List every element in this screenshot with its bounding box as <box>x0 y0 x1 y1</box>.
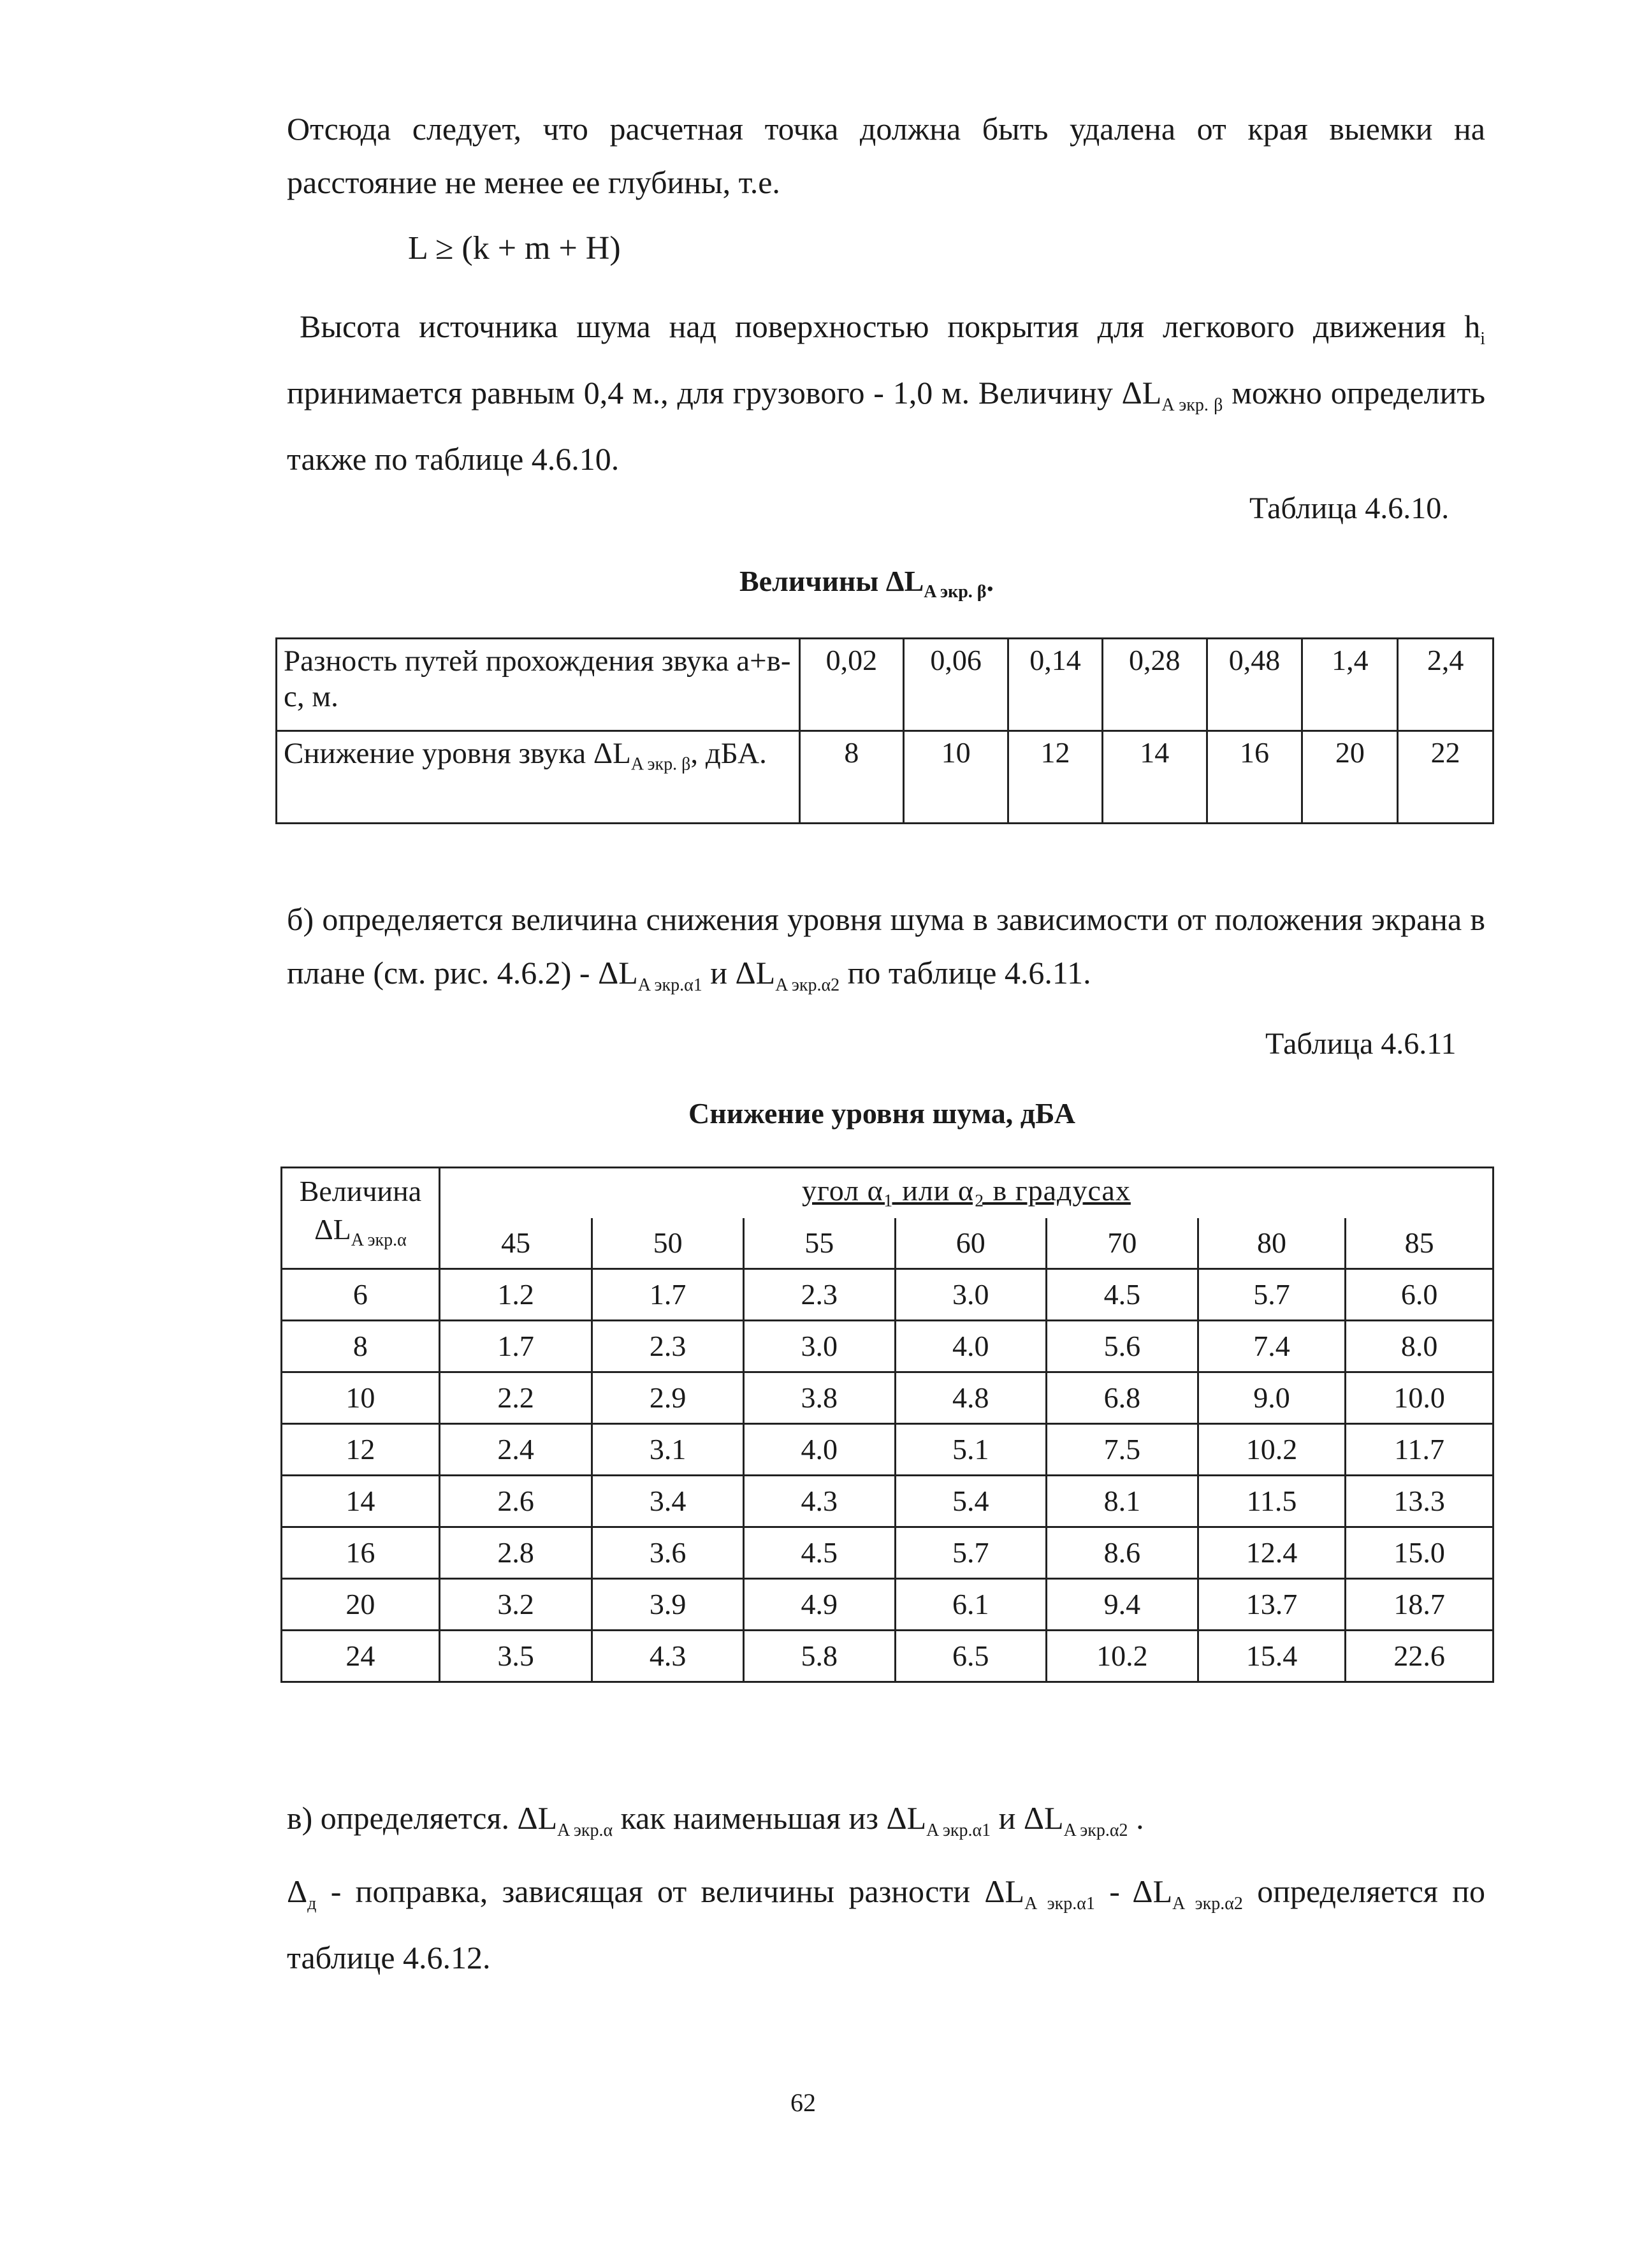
table2-cell: 4.3 <box>592 1631 744 1682</box>
table1-cell: 16 <box>1207 731 1302 824</box>
table2-cell: 1.2 <box>439 1269 592 1321</box>
table2-cell: 4.8 <box>895 1372 1047 1424</box>
table2-row-label: 8 <box>282 1321 440 1372</box>
table2-cell: 11.7 <box>1346 1424 1494 1476</box>
table1-cell: 10 <box>904 731 1008 824</box>
table1-cell: 0,06 <box>904 639 1008 731</box>
table1-cell: 0,48 <box>1207 639 1302 731</box>
table1-cell: 0,28 <box>1102 639 1207 731</box>
table2-row <box>282 1476 1494 1527</box>
table1-row1-label: Разность путей прохождения звука а+в-с, м. <box>277 639 800 731</box>
table2-cell: 3.6 <box>592 1527 744 1579</box>
table1-row-sound-reduction <box>277 731 1494 824</box>
table2-cell: 13.3 <box>1346 1476 1494 1527</box>
table2-row <box>282 1527 1494 1579</box>
para4-text-a: в) определяется. ΔL <box>287 1800 558 1836</box>
table2-cell: 15.0 <box>1346 1527 1494 1579</box>
table2-cell: 3.4 <box>592 1476 744 1527</box>
table2-corner-header <box>282 1168 440 1269</box>
table2-row <box>282 1579 1494 1631</box>
paragraph-screen-position <box>287 892 1485 1012</box>
table2-cell: 4.9 <box>743 1579 895 1631</box>
table2-row <box>282 1424 1494 1476</box>
table2-cell: 7.5 <box>1047 1424 1198 1476</box>
formula-distance: L ≥ (k + m + H) <box>408 230 621 266</box>
page-number: 62 <box>790 2088 816 2117</box>
table2-cell: 2.8 <box>439 1527 592 1579</box>
paragraph-source-height <box>287 300 1485 486</box>
table1-cell: 8 <box>799 731 904 824</box>
table2-cell: 9.0 <box>1198 1372 1346 1424</box>
table2-cell: 18.7 <box>1346 1579 1494 1631</box>
table2-row-label: 6 <box>282 1269 440 1321</box>
table2-cell: 3.8 <box>743 1372 895 1424</box>
table2-cell: 8.1 <box>1047 1476 1198 1527</box>
table2-cell: 5.4 <box>895 1476 1047 1527</box>
para5-subscript-1: A экр.α1 <box>1024 1894 1095 1914</box>
para2-subscript-a: A экр. β <box>1161 395 1223 415</box>
table2-cell: 1.7 <box>439 1321 592 1372</box>
table2-cell: 8.6 <box>1047 1527 1198 1579</box>
table2-cell: 4.3 <box>743 1476 895 1527</box>
table2-cell: 12.4 <box>1198 1527 1346 1579</box>
table-4-6-10-caption: Таблица 4.6.10. <box>1249 491 1450 525</box>
table2-cell: 10.2 <box>1198 1424 1346 1476</box>
table2-cell: 3.5 <box>439 1631 592 1682</box>
table1-row2-label <box>277 731 800 824</box>
table2-cell: 11.5 <box>1198 1476 1346 1527</box>
table2-angle-value: 55 <box>743 1218 895 1269</box>
table2-cell: 10.2 <box>1047 1631 1198 1682</box>
table1-row2-label-a: Снижение уровня звука ΔL <box>284 737 631 770</box>
table2-cell: 5.1 <box>895 1424 1047 1476</box>
table2-row <box>282 1321 1494 1372</box>
table2-cell: 5.6 <box>1047 1321 1198 1372</box>
table2-cell: 5.7 <box>895 1527 1047 1579</box>
table2-angle-header-text: угол α₁ или α₂ в градусах <box>802 1174 1131 1207</box>
table2-cell: 3.2 <box>439 1579 592 1631</box>
table1-cell: 12 <box>1008 731 1103 824</box>
table2-angle-value: 80 <box>1198 1218 1346 1269</box>
para5-text-b: - поправка, зависящая от величины разности ΔL <box>316 1873 1025 1909</box>
para5-text-d: определяется по таблице 4.6.12. <box>287 1873 1485 1975</box>
para3-text-b: и ΔL <box>702 955 776 991</box>
para3-subscript-1: A экр.α1 <box>637 975 702 995</box>
table2-cell: 6.0 <box>1346 1269 1494 1321</box>
table2-cell: 3.0 <box>895 1269 1047 1321</box>
para4-subscript-3: A экр.α2 <box>1063 1821 1128 1840</box>
table2-angles-row <box>282 1218 1494 1269</box>
table2-cell: 4.0 <box>743 1424 895 1476</box>
table1-cell: 0,02 <box>799 639 904 731</box>
table2-cell: 4.5 <box>1047 1269 1198 1321</box>
para4-text-c: и ΔL <box>991 1800 1064 1836</box>
table2-header-row <box>282 1168 1494 1219</box>
table2-row <box>282 1269 1494 1321</box>
para3-text-a: б) определяется величина снижения уровня шума в зависимости от положения экрана в плане (см. рис. 4.6.2) - ΔL <box>287 901 1485 991</box>
table2-angle-value: 45 <box>439 1218 592 1269</box>
table1-cell: 20 <box>1302 731 1398 824</box>
para3-text-c: по таблице 4.6.11. <box>839 955 1091 991</box>
table2-cell: 13.7 <box>1198 1579 1346 1631</box>
table1-row-path-difference <box>277 639 1494 731</box>
table2-row-label: 24 <box>282 1631 440 1682</box>
table-4-6-11 <box>280 1167 1494 1683</box>
table2-cell: 2.3 <box>743 1269 895 1321</box>
table2-row-label: 20 <box>282 1579 440 1631</box>
table2-angle-value: 85 <box>1346 1218 1494 1269</box>
table2-row <box>282 1372 1494 1424</box>
table1-title-main: Величины ΔL <box>739 565 924 597</box>
table2-cell: 6.5 <box>895 1631 1047 1682</box>
table2-cell: 3.1 <box>592 1424 744 1476</box>
para3-subscript-2: A экр.α2 <box>775 975 840 995</box>
table1-row2-label-subscript: A экр. β <box>630 754 691 774</box>
table1-row2-label-b: , дБА. <box>690 737 767 770</box>
table2-cell: 5.8 <box>743 1631 895 1682</box>
table2-cell: 3.0 <box>743 1321 895 1372</box>
table2-cell: 6.8 <box>1047 1372 1198 1424</box>
para4-text-d: . <box>1128 1800 1144 1836</box>
table2-cell: 7.4 <box>1198 1321 1346 1372</box>
table2-cell: 2.2 <box>439 1372 592 1424</box>
table2-cell: 15.4 <box>1198 1631 1346 1682</box>
table2-cell: 6.1 <box>895 1579 1047 1631</box>
para5-text-c: - ΔL <box>1094 1873 1173 1909</box>
table2-corner-text: Величина ΔL <box>299 1175 422 1246</box>
table2-cell: 1.7 <box>592 1269 744 1321</box>
table-4-6-11-caption: Таблица 4.6.11 <box>1265 1027 1457 1061</box>
paragraph-intro: Отсюда следует, что расчетная точка должна быть удалена от края выемки на расстояние не менее ее глубины, т.е. <box>287 111 1485 200</box>
table2-row-label: 12 <box>282 1424 440 1476</box>
table2-cell: 9.4 <box>1047 1579 1198 1631</box>
table2-row-label: 10 <box>282 1372 440 1424</box>
table2-cell: 2.6 <box>439 1476 592 1527</box>
table-4-6-10-title <box>739 564 994 602</box>
table2-cell: 4.0 <box>895 1321 1047 1372</box>
para2-text-c: можно определить также по таблице 4.6.10. <box>287 375 1485 477</box>
table2-cell: 2.3 <box>592 1321 744 1372</box>
table1-title-subscript: A экр. β <box>924 582 987 602</box>
para2-text-b: принимается равным 0,4 м., для грузового - 1,0 м. Величину ΔL <box>287 375 1162 411</box>
table2-cell: 8.0 <box>1346 1321 1494 1372</box>
table2-angle-value: 60 <box>895 1218 1047 1269</box>
table1-cell: 0,14 <box>1008 639 1103 731</box>
table2-row-label: 14 <box>282 1476 440 1527</box>
para5-text-a: Δ <box>287 1873 308 1909</box>
table1-cell: 2,4 <box>1398 639 1494 731</box>
para4-subscript-1: A экр.α <box>557 1821 613 1840</box>
table2-cell: 5.7 <box>1198 1269 1346 1321</box>
table2-row <box>282 1631 1494 1682</box>
para2-text-a: Высота источника шума над поверхностью покрытия для легкового движения h <box>300 309 1481 344</box>
paragraph-minimum <box>287 1791 1485 1857</box>
para4-subscript-2: A экр.α1 <box>926 1821 991 1840</box>
table2-angle-header <box>439 1168 1493 1219</box>
table2-cell: 3.9 <box>592 1579 744 1631</box>
table2-body <box>282 1269 1494 1682</box>
table2-angle-value: 50 <box>592 1218 744 1269</box>
para4-text-b: как наименьшая из ΔL <box>613 1800 927 1836</box>
table2-cell: 22.6 <box>1346 1631 1494 1682</box>
table-4-6-11-title: Снижение уровня шума, дБА <box>688 1097 1076 1130</box>
para2-subscript-i: i <box>1480 329 1485 349</box>
table2-cell: 10.0 <box>1346 1372 1494 1424</box>
table2-angle-value: 70 <box>1047 1218 1198 1269</box>
table-4-6-10 <box>275 637 1494 824</box>
table1-cell: 14 <box>1102 731 1207 824</box>
para5-subscript-0: д <box>307 1894 317 1914</box>
paragraph-correction <box>287 1865 1485 1984</box>
table1-cell: 22 <box>1398 731 1494 824</box>
table2-corner-subscript: A экр.α <box>351 1230 407 1251</box>
table2-cell: 2.4 <box>439 1424 592 1476</box>
para5-subscript-2: A экр.α2 <box>1172 1894 1243 1914</box>
table2-row-label: 16 <box>282 1527 440 1579</box>
table1-title-end: . <box>986 565 994 597</box>
table1-cell: 1,4 <box>1302 639 1398 731</box>
table2-cell: 2.9 <box>592 1372 744 1424</box>
table2-cell: 4.5 <box>743 1527 895 1579</box>
